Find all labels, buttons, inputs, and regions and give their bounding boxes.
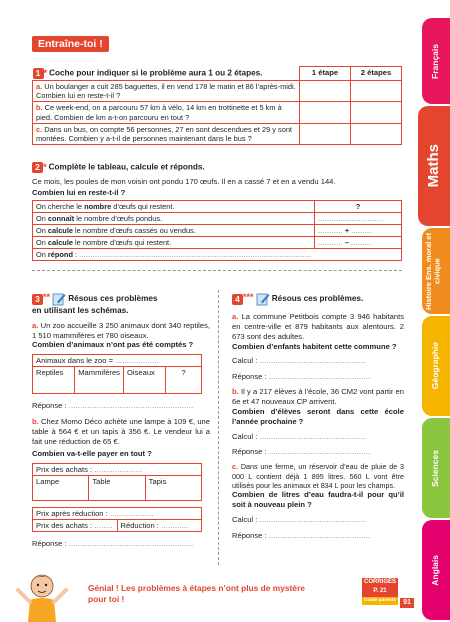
ex1-row-text: Un boulanger a cuit 285 baguettes, il en vend 178 le matin et 86 l’après-midi. Combien lui en reste-t-il ?: [36, 81, 296, 100]
answer-label: Réponse :: [32, 538, 67, 548]
guide-label: Guide parents: [362, 597, 398, 605]
ex1-row-letter: a.: [36, 81, 43, 91]
row-text: On: [36, 214, 48, 224]
calc-label: Calcul :: [232, 431, 258, 441]
ex4-c-text: Dans une ferme, un réservoir d’eau de pluie de 3 000 L contient déjà 1 895 litres. 560 L vont être utilisés pour les animaux et 834 L pour les champs.: [232, 462, 405, 491]
row-text: le nombre d’œufs qui restent.: [72, 238, 172, 248]
ex2-question: Combien lui en reste-t-il ?: [32, 187, 126, 197]
ex3-a-text: Un zoo accueille 3 250 animaux dont 340 reptiles, 1 510 mammifères et 780 oiseaux.: [32, 320, 210, 340]
corriges-label: CORRIGÉS: [362, 578, 398, 588]
ex1-row-letter: b.: [36, 103, 43, 113]
row-text: :: [72, 250, 78, 260]
item-letter: b.: [232, 387, 239, 397]
row-text: le nombre d’œufs cassés ou vendus.: [72, 226, 196, 236]
corriges-page: P. 21: [362, 588, 398, 597]
schema-label: Prix des achats :: [36, 520, 93, 530]
ex2-table: [32, 200, 402, 261]
table-row: [33, 213, 402, 225]
operator: +: [344, 226, 350, 236]
ex3-b-question: Combien va-t-elle payer en tout ?: [32, 448, 152, 458]
tab-label: Histoire Ens. moral et civique: [424, 232, 442, 310]
stars: ***: [243, 292, 254, 302]
ex2-answer-cell[interactable]: ........... + .........: [315, 225, 402, 237]
ex3-instruction-1: Résous ces problèmes: [68, 294, 158, 303]
ex1-col-1-etape: 1 étape: [300, 67, 351, 81]
row-keyword: répond: [47, 250, 73, 260]
ex1-table: [32, 66, 402, 145]
table-row: [33, 102, 402, 124]
ex4-a-text: La commune Petitbois compte 3 946 habitants en centre-ville et 879 habitants aux alentours. 2 673 sont des adultes.: [232, 312, 404, 341]
answer-label: Réponse :: [232, 372, 267, 382]
row-text: d’œufs qui restent.: [111, 202, 175, 212]
ex1-row-text: Ce week-end, on a parcouru 57 km à vélo, 14 km en trottinette et 5 km à pied. Combien de km a-t-on parcouru en tout ?: [36, 103, 282, 122]
item-letter: a.: [232, 312, 239, 321]
schema-cell: Tapis: [148, 476, 167, 486]
row-keyword: nombre: [84, 202, 112, 212]
pencil-icon: [52, 292, 66, 306]
tab-label: Maths: [425, 144, 443, 188]
tab-francais[interactable]: [422, 18, 450, 104]
ex1-row-text: Dans un bus, on compte 56 personnes, 27 en sont descendues et 29 y sont montées. Combien y a-t-il de personnes maintenant dans le bus ?: [36, 124, 292, 143]
tab-label: Géographie: [430, 342, 441, 390]
checkbox-2-etapes-b[interactable]: [351, 102, 402, 124]
corriges-badge: [362, 578, 398, 605]
ex2-instruction: Complète le tableau, calcule et réponds.: [48, 162, 205, 172]
answer-label: Réponse :: [232, 530, 267, 540]
ex2-number: 2: [32, 162, 43, 173]
ex4-b-text: Il y a 217 élèves à l’école, 36 CM2 vont partir en 6e et 47 nouveaux CP arrivent.: [232, 387, 404, 407]
tab-histoire[interactable]: [422, 228, 450, 314]
ex2-answer-cell[interactable]: ........... – .........: [315, 237, 402, 249]
ex4-a-question: Combien d’enfants habitent cette commune ?: [232, 341, 397, 351]
schema-a: Animaux dans le zoo = ................... Reptiles Mammifères Oiseaux ?: [32, 354, 202, 394]
schema-cell: ?: [181, 368, 186, 378]
checkbox-1-etape-a[interactable]: [300, 80, 351, 102]
checkbox-2-etapes-a[interactable]: [351, 80, 402, 102]
schema-label: Prix des achats :: [36, 464, 93, 474]
tab-geographie[interactable]: [422, 316, 450, 416]
table-row: [33, 123, 402, 145]
tab-sciences[interactable]: [422, 418, 450, 518]
ex1-col-2-etapes: 2 étapes: [351, 67, 402, 81]
schema-b2: Prix après réduction : ................... Prix des achats : ........ Réduction : ............: [32, 507, 202, 532]
child-character-icon: [14, 570, 70, 622]
row-text: le nombre d’œufs pondus.: [74, 214, 163, 224]
ex4-c-question: Combien de litres d’eau faudra-t-il pour qu’il soit à nouveau plein ?: [232, 490, 404, 510]
page-number: 91: [400, 598, 414, 608]
row-keyword: connaît: [47, 214, 75, 224]
star-icon: *: [43, 162, 47, 172]
answer-line[interactable]: [32, 270, 402, 271]
ex4-instruction: Résous ces problèmes.: [271, 294, 364, 303]
ex3-number: 3: [32, 294, 43, 305]
schema-cell: Table: [89, 476, 145, 500]
table-row: [33, 225, 402, 237]
tab-label: Français: [430, 43, 441, 79]
table-row: [33, 80, 402, 102]
stars: **: [43, 292, 51, 302]
pencil-icon: [256, 292, 270, 306]
ex3-instruction-2: en utilisant les schémas.: [32, 306, 129, 315]
encouragement-bubble: Génial ! Les problèmes à étapes n’ont plus de mystère pour toi !: [88, 583, 305, 604]
row-text: On: [36, 250, 48, 260]
schema-cell: Réduction : ............: [120, 520, 189, 530]
ex2-text: Ce mois, les poules de mon voisin ont pondu 170 œufs. Il en a cassé 7 et en a vendu 144.: [32, 176, 336, 186]
page-title: Entraîne-toi !: [32, 36, 109, 52]
schema-cell: Mammifères: [75, 367, 124, 393]
schema-b1: Prix des achats : ..................... Lampe Table Tapis: [32, 463, 202, 501]
exercise-4: 4 *** Résous ces problèmes. a. La commune Petitbois compte 3 946 habitants en centre-ville et 879 habitants aux alentours. 2 673 sont des adultes. Combien d’enfants habitent cette commune ? Calcul : .............................................. Réponse : ............................................ b. Il y a 217 élèves à l’école, 36 CM2 vont partir en 6e et 47 nouveaux CP arrivent. Combien d’élèves seront dans cette école l’année prochaine ? Calcul : .............................................. Réponse : ............................................ c. Dans une ferme, un réservoir d’eau de pluie de 3 000 L contient déjà 1 895 litres. 560 L vont être utilisés pour les animaux et 834 L pour les champs. Combien de litres d’eau faudra-t-il pour qu’il soit à nouveau plein ? Calcul : .............................................. Réponse : ............................................: [232, 292, 405, 540]
column-divider: [218, 290, 219, 565]
table-row: [33, 201, 402, 213]
schema-cell: Oiseaux: [124, 367, 166, 393]
row-text: On: [36, 238, 48, 248]
row-keyword: calcule: [47, 238, 73, 248]
ex1-row-letter: c.: [36, 124, 43, 134]
calc-label: Calcul :: [232, 515, 258, 525]
item-letter: c.: [232, 462, 238, 472]
exercise-3: 3 ** Résous ces problèmes en utilisant les schémas. a. Un zoo accueille 3 250 animaux dont 340 reptiles, 1 510 mammifères et 780 oiseaux. Combien d’animaux n’ont pas été comptés ? Animaux dans le zoo = ................... Reptiles Mammifères Oiseaux ? Réponse : ...................................................... b. Chez Momo Déco achète une lampe à 109 €, une table à 564 € et un tapis à 356 €. Le vendeur lui a fait une réduction de 65 €. Combien va-t-elle payer en tout ? Prix des achats : ..................... Lampe Table Tapis Prix après réduction : ................... Prix des achats : ........ Réduction : ............ Réponse : ......................................................: [32, 292, 210, 548]
ex2-answer-cell[interactable]: .............................: [315, 213, 402, 225]
table-row: [33, 237, 402, 249]
schema-label: Prix après réduction :: [36, 508, 108, 518]
answer-label: Réponse :: [232, 447, 267, 457]
exercise-2: [32, 162, 402, 271]
exercise-1: [32, 66, 402, 145]
checkbox-1-etape-b[interactable]: [300, 102, 351, 124]
calc-label: Calcul :: [232, 356, 258, 366]
row-text: On: [36, 226, 48, 236]
ex4-b-question: Combien d’élèves seront dans cette école l’année prochaine ?: [232, 406, 404, 426]
row-text: On cherche le: [36, 202, 85, 212]
schema-cell: Prix des achats : ........: [33, 520, 118, 531]
tab-label: Sciences: [430, 449, 441, 487]
ex1-instruction: Coche pour indiquer si le problème aura 1 ou 2 étapes.: [49, 67, 263, 77]
star-icon: *: [43, 67, 48, 78]
tab-maths[interactable]: [418, 106, 450, 226]
tab-label: Anglais: [430, 554, 441, 586]
checkbox-2-etapes-c[interactable]: [351, 123, 402, 145]
schema-cell: Lampe: [33, 476, 89, 500]
operator: –: [344, 238, 349, 248]
schema-cell: Reptiles: [33, 367, 75, 393]
table-row: On répond : .......................................................................................................: [33, 249, 402, 261]
checkbox-1-etape-c[interactable]: [300, 123, 351, 145]
schema-label: Animaux dans le zoo =: [36, 356, 114, 366]
ex1-number: 1: [33, 68, 44, 79]
tab-anglais[interactable]: [422, 520, 450, 620]
item-letter: b.: [32, 417, 39, 427]
ex2-answer-cell[interactable]: ?: [315, 201, 402, 213]
item-letter: a.: [32, 320, 39, 330]
ex3-a-question: Combien d’animaux n’ont pas été comptés ?: [32, 340, 194, 350]
row-keyword: calcule: [47, 226, 73, 236]
ex4-number: 4: [232, 294, 243, 305]
answer-label: Réponse :: [32, 401, 67, 411]
ex3-b-text: Chez Momo Déco achète une lampe à 109 €, une table à 564 € et un tapis à 356 €. Le vendeur lui a fait une réduction de 65 €.: [32, 417, 210, 446]
schema-label: Réduction :: [120, 520, 159, 530]
